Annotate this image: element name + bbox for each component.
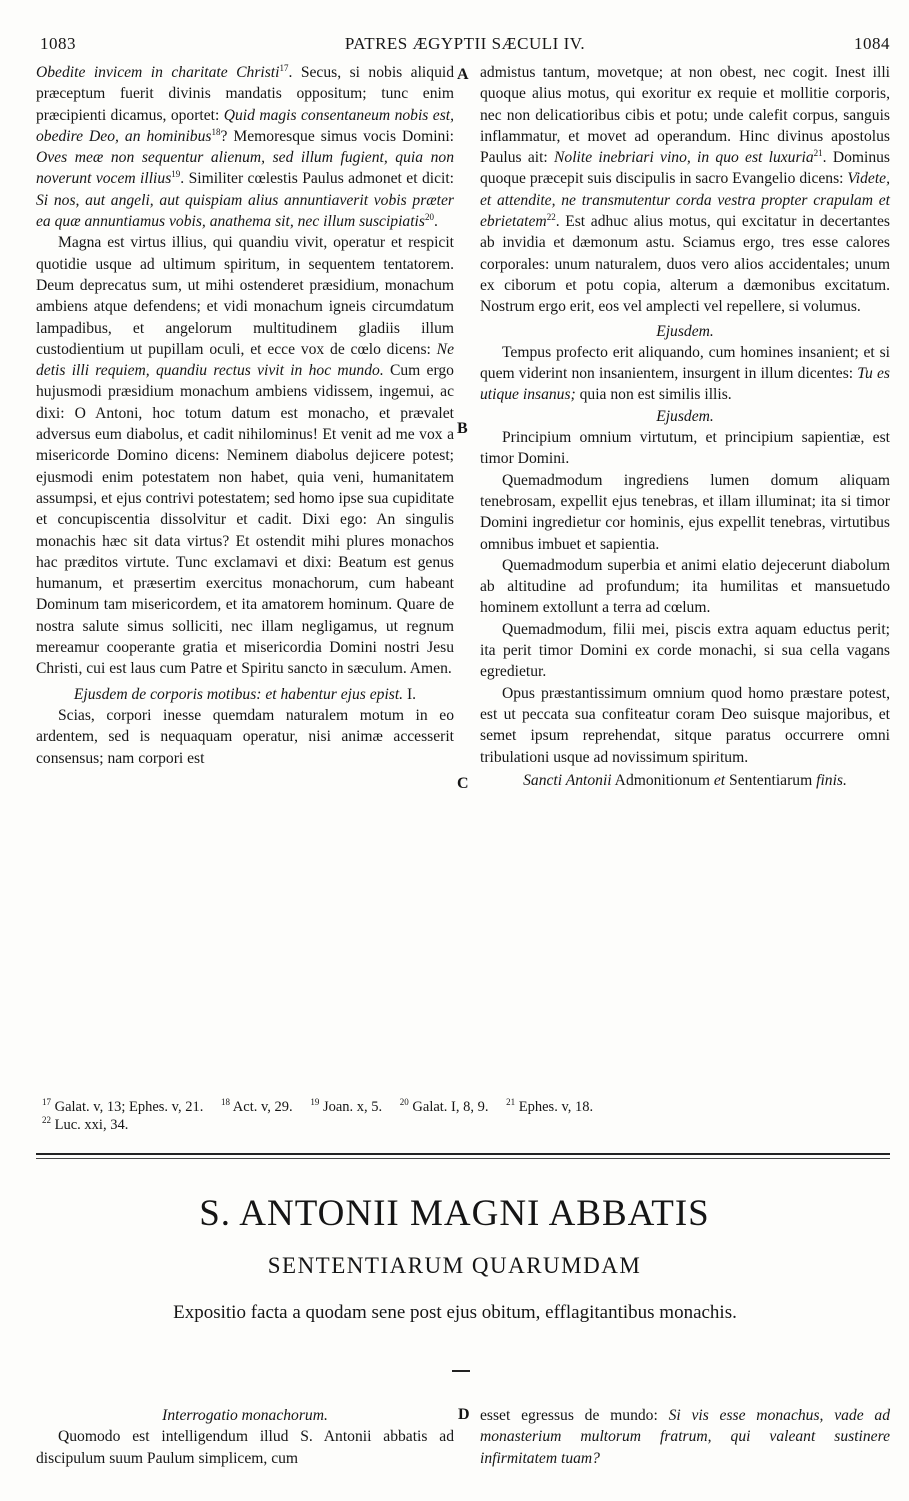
paragraph: [36, 705, 454, 769]
footnote-number: 19: [310, 1097, 320, 1108]
italic-quote: Nolite inebriari vino, in quo est luxuria: [554, 149, 814, 167]
footnote-text: Galat. v, 13; Ephes. v, 21.: [51, 1099, 204, 1115]
footnote-ref: 18: [211, 126, 221, 137]
margin-letter-b: B: [457, 420, 468, 437]
italic-quote: Quid magis consentaneum nobis est, obedire Deo, an hominibus: [36, 106, 454, 145]
footnote-21: [506, 1099, 593, 1115]
footnote-19: [310, 1099, 382, 1115]
ejusdem-heading: Ejusdem.: [656, 407, 714, 425]
divider-thick: [36, 1153, 890, 1155]
footnote-ref: 22: [546, 211, 556, 222]
text: et: [713, 771, 726, 789]
footnote-number: 21: [506, 1097, 516, 1108]
footnote-text: Galat. I, 8, 9.: [408, 1099, 489, 1115]
text: . Est adhuc alius motus, qui excitatur in decertantes ab invidia et dæmonum astu. Sciamus ergo, tres esse calores corporales: unum naturalem, duos vero alios accidentales; unum ex ciborum et potu copia, alterum a dæmonibus excitatum. Nostrum ergo erit, eos vel amplecti vel repellere, si volumus.: [480, 213, 890, 316]
text: . Secus, si nobis aliquid præceptum fuerit divinis mandatis oppositum; tunc enim præcipienti dicamus, oportet:: [36, 64, 454, 124]
text: quia non est similis illis.: [575, 386, 732, 404]
paragraph: [480, 62, 890, 318]
running-title: PATRES ÆGYPTII SÆCULI IV.: [344, 34, 586, 53]
footnote-22: [42, 1117, 128, 1133]
paragraph: [36, 232, 454, 679]
finis-line: [480, 770, 890, 791]
paragraph: Quemadmodum superbia et animi elatio dejecerunt diabolum ab altitudine ad profundum; ita humilitas et mansuetudo hominem extollunt a terra ad cœlum.: [480, 556, 890, 617]
footnote-text: Luc. xxi, 34.: [51, 1117, 129, 1133]
footnote-text: Ephes. v, 18.: [515, 1099, 594, 1115]
divider-thin: [36, 1158, 890, 1159]
section-title: S. ANTONII MAGNI ABBATIS: [199, 1193, 710, 1234]
italic-quote: Si nos, aut angeli, aut quispiam alius annuntiaverit vobis præter ea quæ annuntiamus vobis, anathema sit, nec illum suscipiatis: [36, 191, 454, 231]
italic-quote: Obedite invicem in charitate Christi: [36, 64, 280, 81]
text: Sancti Antonii: [523, 771, 612, 789]
paragraph: Opus præstantissimum omnium quod homo præstare potest, est ut peccata sua confiteatur coram Deo suisque majoribus, et semet ipsum reprehendat, sitque paratus occurrere omni tribulationi usque ad novissimum spiritum.: [480, 684, 890, 766]
short-dash: [452, 1370, 470, 1372]
footnote-text: Joan. x, 5.: [319, 1099, 383, 1115]
text: Sententiarum: [725, 771, 817, 789]
section-subtitle: SENTENTIARUM QUARUMDAM: [267, 1253, 642, 1278]
footnote-number: 20: [399, 1097, 409, 1108]
footnotes: [42, 1098, 892, 1134]
footnote-18: [221, 1099, 293, 1115]
paragraph: [36, 62, 454, 232]
footnote-ref: 17: [279, 62, 289, 73]
text: esset egressus de mundo:: [480, 1407, 669, 1424]
footnote-number: 22: [42, 1115, 51, 1126]
italic-quote: Si vis esse monachus, vade ad monasterium multorum fratrum, qui valeant sustinere infirmitatem tuam?: [480, 1407, 890, 1467]
ejusdem-heading: Ejusdem.: [656, 322, 714, 340]
margin-letter-d: D: [458, 1406, 470, 1423]
footnote-text: Act. v, 29.: [229, 1099, 293, 1115]
margin-letter-c: C: [457, 775, 469, 792]
text: Admonitionum: [611, 771, 714, 789]
text: Cum ergo hujusmodi præsidium monachum ambiens vidissem, ingemui, ac dixi: O Antoni, hoc totum datum est monacho, et prævalet adversus eum diabolus, et cadit nihilominus! Et venit ad me vox a misericorde Domino dicens: Neminem diabolus dejicere potest; ejusmodi enim potestatem non habet, quia veni, humanitatem assumpsi, et ejus contrivi potestatem; sed homo ipse sua cupiditate et concupiscentia dissolvitur et cadit. Dixi ego: An singulis monachis hæc sit data virtus? Et ostendit mihi plures monachos hac præditos virtute. Tunc exclamavi et dixi: Beatum est genus humanum, et præsertim exercitus monachorum, cum habeant Dominum tam misericordem, et ita amatorem hominum. Quare de nostra salute simus solliciti, nec illam negligamus, ut regnum mereamur cooperante gratia et misericordia Domini nostri Jesu Christi, cui est laus cum Patre et Spiritu sancto in sæculum. Amen.: [36, 362, 454, 678]
text: finis.: [816, 771, 847, 789]
text: . Similiter cœlestis Paulus admonet et dicit:: [180, 170, 454, 188]
page-number-left: 1083: [40, 34, 76, 53]
paragraph: [480, 342, 890, 406]
left-column: [36, 62, 454, 769]
footnote-number: 18: [220, 1097, 230, 1108]
margin-letter-a: A: [457, 66, 469, 83]
paragraph: Quemadmodum, filii mei, piscis extra aquam eductus perit; ita perit timor Domini ex corde monachi, si sua cella vagans egredietur.: [480, 620, 890, 681]
text: . Dominus quoque præcepit suis discipulis in sacro Evangelio dicens:: [480, 149, 890, 188]
footnote-17: [42, 1099, 203, 1115]
interrogatio-heading: Interrogatio monachorum.: [162, 1407, 328, 1424]
paragraph: Quemadmodum ingrediens lumen domum aliquam tenebrosam, expellit ejus tenebras, et illam illuminat; ita si timor Domini ingredietur cor hominis, ejus expellit tenebras, virtutibus omnibus imbuet et sapientia.: [480, 471, 890, 553]
text: .: [433, 213, 438, 231]
paragraph: [480, 1405, 890, 1469]
text: Magna est virtus illius, qui quandiu vivit, operatur et respicit quotidie usque ad ultimum spiritum, in sequentem tentatorem. Deum deprecatus sum, ut mihi ostenderet præsidium, monachum ambiens atque defendens; et vidi monachum igneis circumdatum lampadibus, et angelorum multitudinem gladiis illum custodientium ut pupillam oculi, et ecce vox de cœlo dicens:: [36, 234, 454, 358]
text: Tempus profecto erit aliquando, cum homines insanient; et si quem viderint non insanientem, insurgent in illum dicentes:: [480, 343, 890, 383]
italic-quote: Tu es utique insanus;: [480, 365, 891, 404]
italic-quote: Oves meæ non sequentur alienum, sed illum fugient, quia non noverunt vocem illius: [36, 149, 454, 188]
page-number-right: 1084: [854, 34, 890, 53]
paragraph: Principium omnium virtutum, et principium sapientiæ, est timor Domini.: [480, 429, 890, 468]
running-head: [40, 34, 890, 56]
section-exposition: Expositio facta a quodam sene post ejus obitum, efflagitantibus monachis.: [173, 1302, 737, 1323]
bottom-left-column: [36, 1405, 454, 1469]
text: admistus tantum, movetque; at non obest, nec cogit. Inest illi quoque alius motus, qui exoritur ex requie et mollitie corporis, nec non delicatioribus cibis et potu; unde calefit corpus, sanguis inflammatur, et movet ad operandum. Hinc divinus apostolus Paulus ait:: [480, 64, 890, 167]
section-heading: [36, 684, 454, 705]
text: ? Memoresque simus vocis Domini:: [220, 127, 455, 145]
italic-quote: Videte, et attendite, ne transmutentur corda vestra propter crapulam et ebrietatem: [480, 170, 890, 231]
italic-quote: Ne detis illi requiem, quandiu rectus vivit in hoc mundo.: [36, 340, 454, 380]
heading-number: I.: [403, 685, 417, 703]
heading-text: Ejusdem de corporis motibus: et habentur ejus epist.: [73, 685, 404, 703]
text: Scias, corpori inesse quemdam naturalem motum in eo ardentem, sed is nequaquam operatur, nisi animæ accesserit consensus; nam corpori est: [36, 706, 454, 767]
right-column: [480, 62, 890, 791]
bottom-right-column: [480, 1405, 890, 1469]
footnote-ref: 20: [424, 211, 434, 222]
footnote-ref: 19: [171, 169, 181, 180]
footnote-20: [400, 1099, 489, 1115]
footnote-number: 17: [42, 1097, 51, 1108]
paragraph: Quomodo est intelligendum illud S. Antonii abbatis ad discipulum suum Paulum simplicem, cum: [36, 1428, 454, 1467]
footnote-ref: 21: [813, 148, 823, 158]
